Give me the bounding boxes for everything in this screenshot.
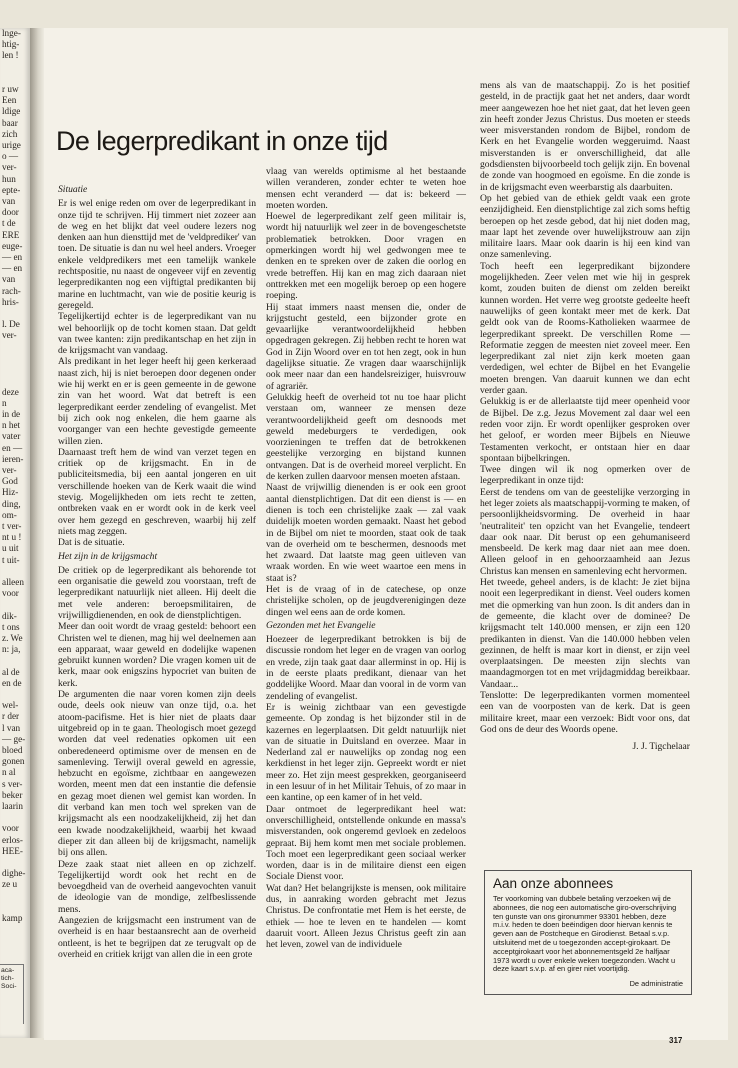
left-page-fragment: erlos- — [2, 834, 23, 845]
article-paragraph: Eerst de tendens om van de geestelijke verzorging in het leger zoiets als maatschappij-vorming te maken, of persoonlijkheidsvorming. De overheid in haar 'neutraliteit' ten opzicht van het Evangelie, tendeert daar ook naar. Dit berust op een gehumaniseerd mensbeeld. De kerk mag daar niet aan mee doen. Alleen geloof in en gehoorzaamheid aan Jezus Christus kan mensen en samenleving echt hervormen. — [480, 486, 690, 577]
left-page-fragment: deze — [2, 386, 19, 397]
magazine-page — [44, 28, 728, 1045]
left-page-fragment: van — [2, 196, 16, 207]
article-paragraph: vlaag van werelds optimisme al het bestaande willen veranderen, zonder echter te weten hoe mensen echt veranderd — dat is: bekeerd — moeten worden. — [266, 166, 466, 211]
left-page-edge — [0, 28, 30, 1038]
left-page-fragment — [0, 375, 30, 386]
left-page-fragment: voor — [2, 823, 19, 834]
left-page-fragment — [0, 62, 30, 73]
left-page-fragment — [0, 902, 30, 913]
left-page-fragment: en de — [2, 677, 22, 688]
left-page-fragment: ldige — [2, 106, 21, 117]
left-page-fragment: ver- — [2, 162, 17, 173]
author-signature: J. J. Tigchelaar — [632, 741, 690, 753]
left-page-fragment: laarin — [2, 801, 23, 812]
left-page-fragment: len ! — [2, 50, 19, 61]
article-paragraph: Het tweede, geheel anders, is de klacht: Je ziet bijna nooit een legerpredikant in dienst. Veel ouders komen met die opmerking van hun zoon. Is dit anders dan in de gemeente, die klacht over de dominee? De krijgsmacht telt 140.000 mensen, er zijn een 120 predikanten in dienst. Van die 140.000 hebben velen gezinnen, de helft is maar kort in dienst, er zijn veel overplaatsingen. De meesten zijn slechts van maandagmorgen tot en met vrijdagmiddag bereikbaar. Vandaar... — [480, 577, 690, 690]
section-subheading: Het zijn in de krijgsmacht — [58, 550, 158, 562]
left-page-fragment: bloed — [2, 745, 23, 755]
left-page-fragment: baar — [2, 117, 18, 128]
left-page-fragment: ver- — [2, 464, 17, 475]
left-page-fragment: t uit- — [2, 554, 20, 565]
article-paragraph: Wat dan? Het belangrijkste is mensen, ook militaire dus, in aanraking worden gebracht met Jezus Christus. De confrontatie met Hem is het eerste, de ethiek — hoe te leven en te handelen — komt daaruit voort. Alleen Jezus Christus geeft zin aan het leven, zowel van de individuele — [266, 882, 466, 951]
notice-title: Aan onze abonnees — [493, 876, 614, 891]
left-page-fragment: in de — [2, 408, 21, 419]
left-page-fragment — [0, 73, 30, 84]
article-paragraph: Daarnaast treft hem de wind van verzet tegen en critiek op de krijgsmacht. En in de publiciteitsmedia, bij een aantal jongeren en uit verschillende hoeken van de Kerk waait die wind stevig. Mogelijkheden om iets recht te zetten, ontbreken vaak en er wordt ook in de kerk veel over hem gezegd en geschreven, waarbij hij zelf niets mag zeggen. — [58, 446, 256, 537]
article-paragraph: Als predikant in het leger heeft hij geen kerkeraad naast zich, hij is niet beroepen door degenen onder wie hij werkt en er is geen gemeente in de gewone zin van het woord. Wat dat betreft is een legerpredikant eerder zendeling of evangelist. Met bij zich ook nog enkelen, die hem gaarne als voorganger van een hechte gevestigde gemeente willen zien. — [58, 356, 256, 447]
left-page-fragment — [0, 655, 30, 666]
left-page-fragment: Hiz- — [2, 487, 19, 498]
left-page-fragment: urige — [2, 140, 21, 151]
article-paragraph: Naast de vrijwillig dienenden is er ook een groot aantal dienstplichtigen. Dat dit een dienst is — en dienen is toch een christelijke zaak — zal vaak duidelijk moeten worden gemaakt. Naast het gebod in de Bijbel om niet te moorden, staat ook de taak van de overheid om te beschermen, desnoods met het zwaard. Dat laatste mag geen uitleven van wraak worden. En wie weet waartoe een mens in staat is? — [266, 482, 466, 584]
left-page-fragment: en — — [2, 442, 23, 453]
article-paragraph: Dat is de situatie. — [58, 537, 125, 549]
left-page-fragment: rach- — [2, 285, 21, 296]
section-subheading: Situatie — [58, 184, 88, 195]
left-page-fragment: ieren- — [2, 453, 24, 464]
left-page-fragment: — en — [2, 263, 23, 274]
left-page-fragment: ver- — [2, 330, 17, 341]
article-paragraph: Tenslotte: De legerpredikanten vormen momenteel een van de voorposten van de kerk. Dat is geen militaire kreet, maar een verzoek: Bidt voor ons, dat God ons de deur des Woords opene. — [480, 690, 690, 735]
article-paragraph: Er is wel enige reden om over de legerpredikant in onze tijd te schrijven. Hij timmert niet zozeer aan de weg en het blijkt dat veel oudere lezers nog denken aan hun diensttijd met de 'veldprediker' van toen. De situatie is dan nu wel heel anders. Vroeger enkele veldpredikers met een tamelijk wankele rechtspositie, nu naast de ongeveer vijf en zeventig legerpredikanten nog een vijftigtal predikanten bij marine en luchtmacht, van wie de positie keurig is geregeld. — [58, 198, 256, 311]
left-page-fragments — [0, 28, 30, 924]
left-page-fragment: ding, — [2, 498, 21, 509]
left-page-fragment — [0, 812, 30, 823]
left-page-fragment: door — [2, 207, 19, 218]
article-paragraph: mens als van de maatschappij. Zo is het positief gesteld, in de practijk gaat het net anders, daar wordt meer aangewezen hoe het niet gaat, dat het leven geen zin heeft zonder Jezus Christus. Dus moeten er steeds weer misverstanden rondom de Bijbel, rondom de Kerk en het Evangelie worden weggeruimd. Naast misverstanden is er onverschilligheid, dat alle godsdiensten bijvoorbeeld toch gelijk zijn. En bovenal de zonde van hoogmoed en egoïsme. En die zonde is in de krijgsmacht even weerbarstig als daarbuiten. — [480, 80, 690, 193]
left-page-fragment: voor — [2, 588, 19, 599]
left-page-fragment — [0, 689, 30, 700]
article-paragraph: Het is de vraag of in de catechese, op onze christelijke scholen, op de jeugdverenigingen deze dingen wel eens aan de orde komen. — [266, 583, 466, 618]
page-gutter — [30, 28, 44, 1038]
left-page-fragment: wel- — [2, 700, 19, 711]
left-page-fragment: t ver- — [2, 520, 22, 531]
left-page-fragment: beker — [2, 789, 23, 800]
left-page-fragment — [0, 566, 30, 577]
left-page-fragment — [0, 353, 30, 364]
left-page-fragment: om- — [2, 509, 17, 520]
left-page-fragment: hris- — [2, 296, 19, 307]
left-page-fragment: t de — [2, 218, 16, 229]
left-page-fragment: epte- — [2, 184, 21, 195]
left-page-fragment: Een — [2, 95, 17, 106]
left-page-fragment: al de — [2, 666, 20, 677]
notice-body: Ter voorkoming van dubbele betaling verzoeken wij de abonnees, die nog een automatische giro-overschrijving ten gunste van ons gironummer 93301 hebben, deze m.i.v. heden te doen beëindigen door hiervan kennis te geven aan de Postcheque en Girodienst. Betaal s.v.p. uitsluitend met de u toegezonden accept-girokaart. De acceptgirokaart voor het abonnementsgeld 2e halfjaar 1973 wordt u over enkele weken toegezonden. Wacht u deze kaart s.v.p. af en girer niet voortijdig. — [493, 894, 677, 974]
left-page-fragment: z. We — [2, 632, 23, 643]
article-column-3 — [480, 80, 690, 753]
article-column-2 — [266, 166, 466, 950]
article-column-1 — [58, 182, 256, 960]
left-page-fragment: God — [2, 476, 18, 487]
subscriber-notice — [484, 870, 692, 995]
article-paragraph: Aangezien de krijgsmacht een instrument van de overheid is en haar bestaansrecht aan de overheid ontleent, is het te begrijpen dat ze terugvalt op de overheid en critiek krijgt van allen die in een grote — [58, 915, 256, 960]
article-paragraph: Tegelijkertijd echter is de legerpredikant van nu wel behoorlijk op de tocht komen staan. Dat geldt van twee kanten: zijn predikantschap en het zijn in de krijgsmacht van vandaag. — [58, 311, 256, 357]
left-page-fragment: gonen — [2, 756, 25, 767]
left-page-fragment: ERE — [2, 229, 20, 240]
left-page-fragment — [0, 364, 30, 375]
article-paragraph: Daar ontmoet de legerpredikant heel wat: onverschilligheid, ontstellende onkunde en massa's misverstanden, ook ongeremd gevloek en zedeloos gepraat. Bij hem komt men met sociale problemen. Toch moet een legerpredikant geen sociaal werker worden, daar is in de militaire dienst een eigen Sociale Dienst voor. — [266, 803, 466, 883]
left-page-fragment: HEE- — [2, 845, 23, 856]
left-page-fragment: dik- — [2, 610, 17, 621]
left-page-fragment — [0, 308, 30, 319]
left-page-fragment — [0, 599, 30, 610]
notice-signature: De administratie — [629, 979, 683, 989]
section-subheading: Gezonden met het Evangelie — [266, 619, 376, 631]
left-page-fragment: lnge- — [2, 28, 21, 38]
left-page-caption: aca-tich-Soci- — [0, 964, 24, 1024]
left-page-fragment: hun — [2, 173, 16, 184]
left-page-fragment — [0, 342, 30, 353]
left-page-fragment: vater — [2, 431, 21, 442]
left-page-fragment: s ver- — [2, 778, 23, 789]
left-page-fragment: euge- — [2, 240, 23, 251]
left-page-fragment: — en — [2, 252, 23, 263]
article-paragraph: Twee dingen wil ik nog opmerken over de legerpredikant in onze tijd: — [480, 464, 690, 487]
left-page-fragment: o — — [2, 151, 19, 162]
left-page-fragment: r der — [2, 711, 20, 722]
left-page-fragment: nt u ! — [2, 532, 22, 543]
left-page-fragment: l van — [2, 722, 21, 733]
left-page-fragment: dighe- — [2, 868, 26, 879]
article-paragraph: De critiek op de legerpredikant als behorende tot een organisatie die geweld zou voorstaan, treft de legerpredikant natuurlijk niet alleen. Hij deelt die met vele anderen: beroepsmilitairen, de vrijwilligdienenden, en ook de dienstplichtigen. — [58, 564, 256, 621]
left-page-fragment: t ons — [2, 621, 20, 632]
left-page-fragment: alleen — [2, 576, 24, 587]
left-page-fragment: kamp — [2, 913, 23, 924]
left-page-fragment: — ge- — [2, 733, 26, 744]
article-paragraph: Hoezeer de legerpredikant betrokken is bij de discussie rondom het leger en de vragen van oorlog en vrede, zijn taak gaat daar allerminst in op. Hij is in de eerste plaats predikant, dienaar van het goddelijke Woord. Maar dan vooral in de vorm van zendeling of evangelist. — [266, 634, 466, 702]
left-page-fragment: zich — [2, 128, 18, 139]
left-page-fragment: l. De — [2, 319, 20, 330]
article-paragraph: Meer dan ooit wordt de vraag gesteld: behoort een Christen wel te dienen, mag hij wel deelnemen aan een apparaat, waar geweld en dodelijke wapenen gebruikt kunnen worden? Die vragen komen uit de kerk, maar ook enigszins hypocriet van buiten de kerk. — [58, 621, 256, 689]
left-page-fragment: n: ja, — [2, 644, 21, 655]
left-page-fragment: htig- — [2, 39, 20, 50]
left-page-fragment: ze u — [2, 879, 18, 890]
article-title: De legerpredikant in onze tijd — [56, 126, 388, 156]
left-page-fragment: van — [2, 274, 16, 285]
article-paragraph: Op het gebied van de ethiek geldt vaak een grote eenzijdigheid. Een dienstplichtige zal zich soms heftig beroepen op het zesde gebod, dat hij niet doden mag, maar lapt het zevende over huwelijkstrouw aan zijn militaire laars. Maar ook daarin is hij een kind van onze samenleving. — [480, 192, 690, 261]
left-page-fragment: n al — [2, 767, 16, 778]
left-page-fragment: n het — [2, 420, 21, 431]
article-paragraph: Gelukkig is er de allerlaatste tijd meer openheid voor de Bijbel. De z.g. Jezus Movement zal daar wel een reden voor zijn. Er wordt openlijker gesproken over het geloof, er worden meer Bijbels en Nieuwe Testamenten verkocht, er ontstaan hier en daar spontaan bijbelkringen. — [480, 396, 690, 464]
article-paragraph: Hij staat immers naast mensen die, onder de krijgstucht gesteld, een bijzonder grote en gevaarlijke verantwoordelijkheid hebben opgedragen gekregen. Zij hebben recht te horen wat God in Zijn Woord over en tot hen zegt, ook in hun dagelijkse situatie. Ze vragen daar waarschijnlijk ook meer naar dan een handelsreiziger, huisvrouw of agrariër. — [266, 301, 466, 392]
article-paragraph: Toch heeft een legerpredikant bijzondere mogelijkheden. Zeer velen met wie hij in gesprek komt, zouden buiten de dienst om zelden bereikt kunnen worden. Het verre weg grootste gedeelte heeft nauwelijks of geen kontakt meer met de kerk. Dat geldt ook van de Rooms-Katholieken waarmee de legerpredikant spreekt. De verschillen Rome — Reformatie zeggen de meesten niet zoveel meer. Een legerpredikant zal niet zijn kerk moeten gaan verdedigen, wel echter de Bijbel en het Evangelie moeten brengen. Van daaruit kunnen we dan echt verder gaan. — [480, 260, 690, 397]
left-page-fragment — [0, 891, 30, 902]
left-page-fragment: n — [2, 397, 7, 408]
article-paragraph: Deze zaak staat niet alleen en op zichzelf. Tegelijkertijd wordt ook het recht en de bevoegdheid van de overheid aangevochten vanuit de ideologie van de mondige, zelfbeslissende mens. — [58, 858, 256, 915]
article-paragraph: Hoewel de legerpredikant zelf geen militair is, wordt hij natuurlijk wel zeer in de bovengeschetste problematiek betrokken. Door vragen en opmerkingen wordt hij wel gedwongen mee te denken en te spreken over de zaken die oorlog en vrede betreffen. Hij kan en mag zich daaraan niet onttrekken met een mogelijk beroep op een hogere roeping. — [266, 211, 466, 302]
article-paragraph: De argumenten die naar voren komen zijn deels oude, deels ook nieuw van onze tijd, o.a. het atoom-pacifisme. Het is hier niet de plaats daar uitgebreid op in te gaan. Theologisch moet gezegd worden dat veel redenaties opkomen uit een onberedeneerd optimisme over de mensen en de samenleving. Terwijl overal geweld en agressie, hebzucht en egoïsme, zichtbaar en aangewezen worden, meent men dat een instantie die defensie en gezag moet dienen wel gemist kan worden. In dit verband kan men toch wel spreken van de krijgsmacht als een noodzakelijkheid, zij het dan een kwade noodzakelijkheid, waarbij het kwaad dieper zit dan alleen bij de krijgsmacht, namelijk bij ons allen. — [58, 689, 256, 859]
left-page-fragment: r uw — [2, 84, 19, 95]
article-paragraph: Er is weinig zichtbaar van een gevestigde gemeente. Op zondag is het bijzonder stil in de kazernes en legerplaatsen. Dit geldt natuurlijk niet van de situatie in Duitsland en overzee. Maar in Nederland zal er nauwelijks op zondag nog een kerkdienst in het leger zijn. Gepreekt wordt er niet meer zo. Het zijn meest gesprekken, georganiseerd in een lesuur of in het Militair Tehuis, of zo maar in een kantine, op een kamer of in het veld. — [266, 701, 466, 804]
page-number: 317 — [669, 1036, 683, 1045]
article-paragraph: Gelukkig heeft de overheid tot nu toe haar plicht verstaan om, wanneer ze mensen deze verantwoordelijkheid geeft om desnoods met geweld medeburgers te verdedigen, ook voorzieningen te treffen dat de betrokkenen geestelijke verzorging en bijstand kunnen ontvangen. Dat is de overheid moreel verplicht. En de kerken zullen daarvoor mensen moeten afstaan. — [266, 391, 466, 483]
left-page-fragment: u uit — [2, 543, 19, 554]
left-page-fragment — [0, 857, 30, 868]
